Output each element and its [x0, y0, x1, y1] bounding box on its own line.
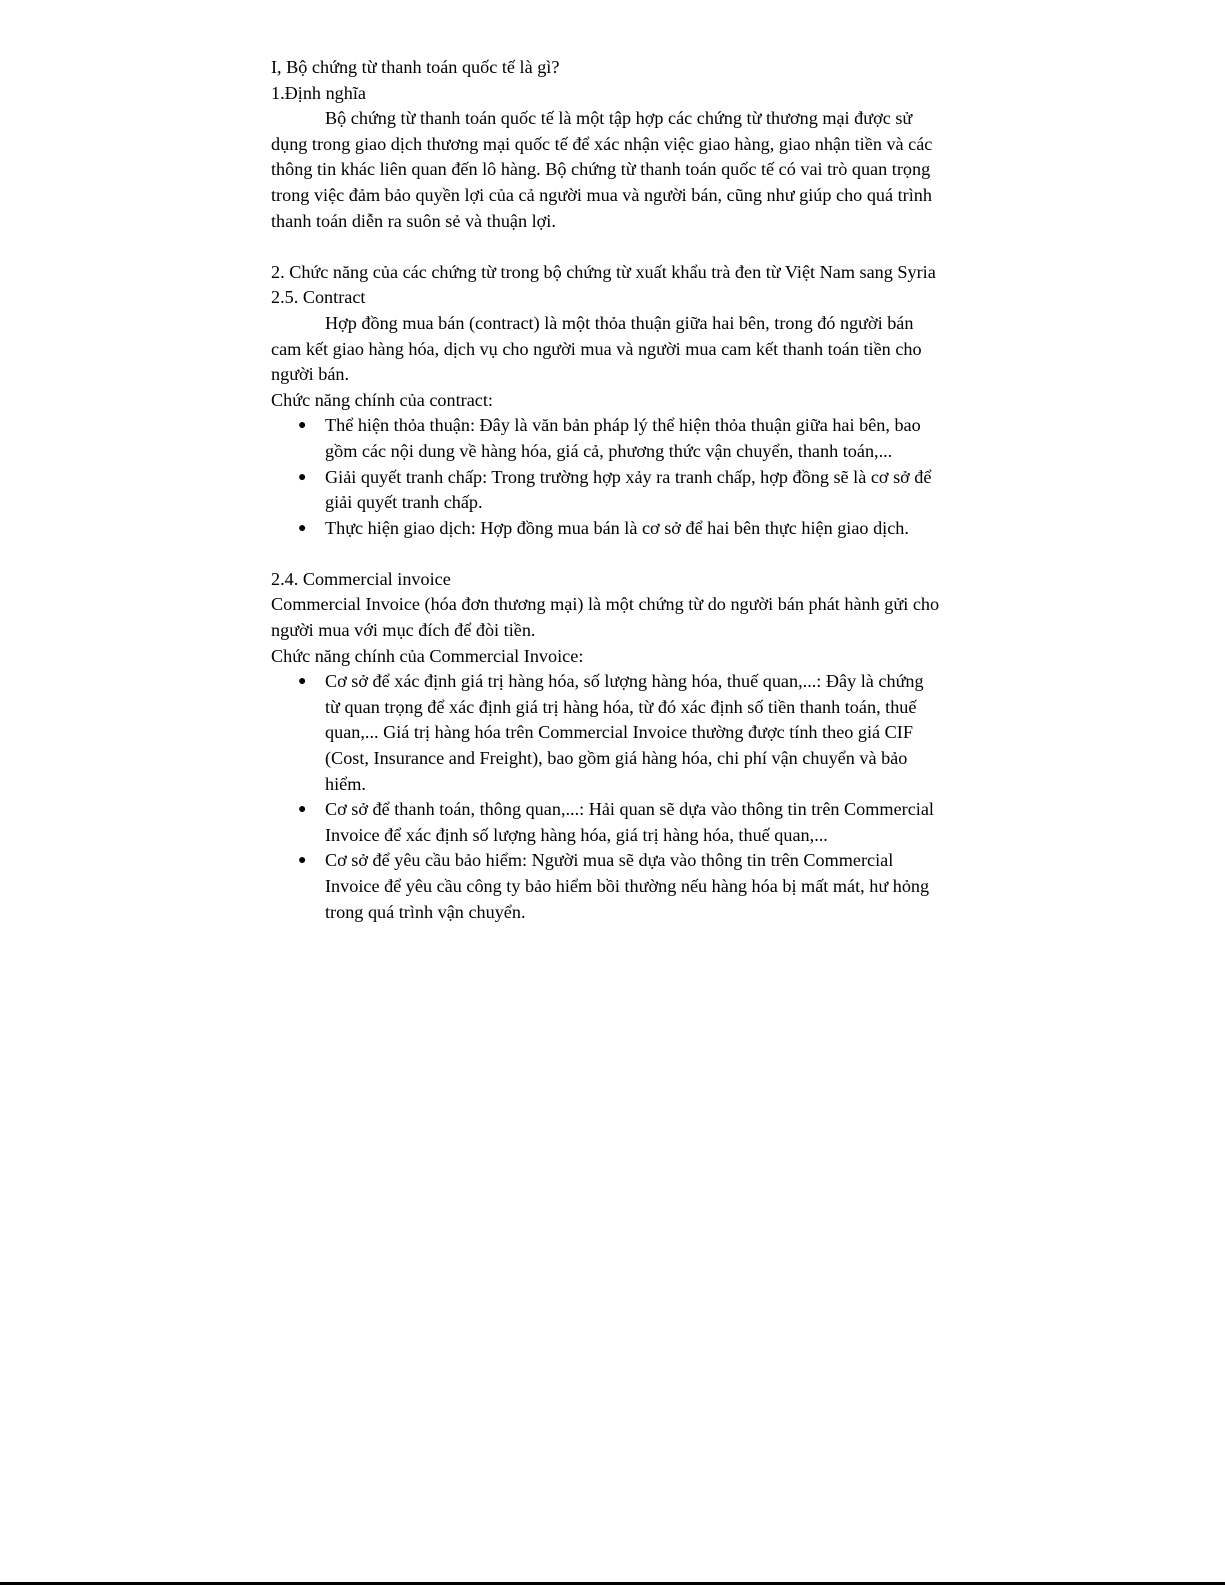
list-item [298, 465, 943, 516]
list-item-text: Giải quyết tranh chấp: Trong trường hợp xảy ra tranh chấp, hợp đồng sẽ là cơ sở để giải quyết tranh chấp. [325, 466, 932, 513]
definition-paragraph: Bộ chứng từ thanh toán quốc tế là một tập hợp các chứng từ thương mại được sử dụng trong giao dịch thương mại quốc tế để xác nhận việc giao hàng, giao nhận tiền và các thông tin khác liên quan đến lô hàng. Bộ chứng từ thanh toán quốc tế có vai trò quan trọng trong việc đảm bảo quyền lợi của cả người mua và người bán, cũng như giúp cho quá trình thanh toán diễn ra suôn sẻ và thuận lợi. [271, 108, 933, 231]
list-item [298, 669, 943, 797]
bullet-icon: ● [298, 418, 307, 434]
invoice-functions-label: Chức năng chính của Commercial Invoice: [271, 645, 584, 666]
list-item-text: Cơ sở để yêu cầu bảo hiểm: Người mua sẽ dựa vào thông tin trên Commercial Invoice để yêu cầu công ty bảo hiểm bồi thường nếu hàng hóa bị mất mát, hư hỏng trong quá trình vận chuyển. [325, 850, 930, 922]
list-item [298, 848, 943, 925]
document-page [271, 55, 943, 925]
contract-functions-label: Chức năng chính của contract: [271, 389, 493, 410]
bullet-icon: ● [298, 469, 307, 485]
list-item-text: Thực hiện giao dịch: Hợp đồng mua bán là cơ sở để hai bên thực hiện giao dịch. [325, 517, 909, 538]
bullet-icon: ● [298, 674, 307, 690]
bullet-icon: ● [298, 853, 307, 869]
contract-paragraph: Hợp đồng mua bán (contract) là một thỏa thuận giữa hai bên, trong đó người bán cam kết giao hàng hóa, dịch vụ cho người mua và người mua cam kết thanh toán tiền cho người bán. [271, 312, 922, 385]
bullet-icon: ● [298, 520, 307, 536]
list-item [298, 797, 943, 848]
list-item [298, 413, 943, 464]
list-item [298, 516, 943, 542]
bullet-icon: ● [298, 802, 307, 818]
subsection-heading-definition: 1.Định nghĩa [271, 82, 366, 103]
list-item-text: Thể hiện thỏa thuận: Đây là văn bản pháp lý thể hiện thỏa thuận giữa hai bên, bao gồm các nội dung về hàng hóa, giá cả, phương thức vận chuyển, thanh toán,... [325, 415, 921, 461]
contract-bullet-list [271, 413, 943, 541]
blank-line [271, 541, 943, 567]
contract-heading: 2.5. Contract [271, 287, 366, 308]
invoice-heading: 2.4. Commercial invoice [271, 568, 451, 589]
invoice-paragraph: Commercial Invoice (hóa đơn thương mại) là một chứng từ do người bán phát hành gửi cho người mua với mục đích để đòi tiền. [271, 594, 940, 641]
section-heading-2: 2. Chức năng của các chứng từ trong bộ chứng từ xuất khẩu trà đen từ Việt Nam sang Syria [271, 261, 936, 282]
list-item-text: Cơ sở để thanh toán, thông quan,...: Hải quan sẽ dựa vào thông tin trên Commercial Invoice để xác định số lượng hàng hóa, giá trị hàng hóa, thuế quan,... [325, 799, 934, 845]
list-item-text: Cơ sở để xác định giá trị hàng hóa, số lượng hàng hóa, thuế quan,...: Đây là chứng từ quan trọng để xác định giá trị hàng hóa, từ đó xác định số tiền thanh toán, thuế quan,... Giá trị hàng hóa trên Commercial Invoice thường được tính theo giá CIF (Cost, Insurance and Freight), bao gồm giá hàng hóa, chi phí vận chuyển và bảo hiểm. [325, 671, 924, 794]
section-heading-1: I, Bộ chứng từ thanh toán quốc tế là gì? [271, 57, 560, 77]
invoice-bullet-list [271, 669, 943, 925]
blank-line [271, 234, 943, 260]
